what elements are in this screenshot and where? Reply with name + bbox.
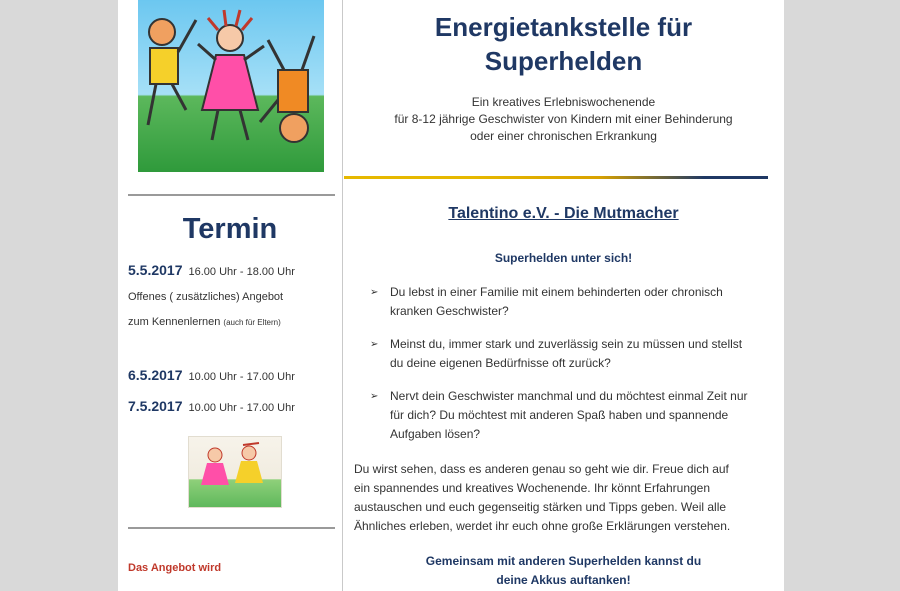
closing-line: deine Akkus auftanken! — [496, 573, 631, 587]
section-heading: Superhelden unter sich! — [494, 251, 633, 265]
arrow-bullet-icon: ➢ — [370, 287, 379, 298]
bullet-line: Meinst du, immer stark und zuverlässig sein zu müssen und stellst — [390, 337, 743, 351]
kids-drawing-image — [188, 436, 282, 508]
subtitle-line: für 8-12 jährige Geschwister von Kindern mit einer Behinderung — [394, 112, 733, 126]
bullet-line: Nervt dein Geschwister manchmal und du möchtest einmal Zeit nur — [390, 389, 748, 403]
subtitle-line: oder einer chronischen Erkrankung — [470, 129, 657, 143]
date-entry — [128, 367, 295, 385]
closing-line: Gemeinsam mit anderen Superhelden kannst du — [425, 554, 702, 568]
paragraph-line: Ähnliches erleben, werdet ihr euch ohne große Erklärungen verstehen. — [354, 519, 731, 533]
subtitle-line: Ein kreatives Erlebniswochenende — [471, 95, 656, 109]
offer-text: Das Angebot wird — [128, 562, 222, 574]
paragraph-line: ein spannendes und kreatives Wochenende. Ihr könnt Erfahrungen — [354, 481, 711, 495]
entry-date: 5.5.2017 — [128, 262, 183, 278]
bullet-line: für dich? Du möchtest mit anderen Spaß haben und spannende — [390, 408, 729, 422]
entry-time: 10.00 Uhr - 17.00 Uhr — [188, 371, 295, 383]
date-entry — [128, 262, 295, 280]
body-paragraph — [354, 460, 774, 536]
entry-date: 7.5.2017 — [128, 398, 183, 414]
bullet-line: kranken Geschwister? — [390, 304, 509, 318]
page-title — [343, 10, 784, 78]
note-line: Offenes ( zusätzliches) Angebot — [128, 291, 284, 303]
page-subtitle — [343, 94, 784, 145]
entry-time: 16.00 Uhr - 18.00 Uhr — [188, 266, 295, 278]
note-line — [128, 316, 281, 328]
note-text: zum Kennenlernen — [128, 316, 221, 328]
paragraph-line: Du wirst sehen, dass es anderen genau so geht wie dir. Freue dich auf — [354, 462, 729, 476]
bullet-line: du deine eigenen Bedürfnisse oft zurück? — [390, 356, 611, 370]
flyer-page — [118, 0, 784, 591]
sidebar-divider — [128, 194, 335, 196]
title-line: Superhelden — [484, 46, 643, 76]
talentino-link[interactable]: Talentino e.V. - Die Mutmacher — [448, 205, 679, 222]
decorative-color-bar — [344, 176, 768, 179]
paragraph-line: austauschen und euch gegenseitig stärken und Tipps geben. Weil alle — [354, 500, 727, 514]
column-divider — [342, 0, 343, 591]
date-entry — [128, 398, 295, 416]
bullet-line: Du lebst in einer Familie mit einem behinderten oder chronisch — [390, 285, 723, 299]
arrow-bullet-icon: ➢ — [370, 339, 379, 350]
note-small-text: (auch für Eltern) — [223, 318, 281, 327]
bullet-line: Aufgaben lösen? — [390, 427, 481, 441]
sidebar-divider — [128, 527, 335, 529]
entry-date: 6.5.2017 — [128, 367, 183, 383]
title-line: Energietankstelle für — [434, 12, 693, 42]
closing-statement — [343, 552, 784, 590]
children-illustration — [138, 0, 324, 172]
entry-time: 10.00 Uhr - 17.00 Uhr — [188, 402, 295, 414]
termin-heading: Termin — [182, 213, 278, 245]
arrow-bullet-icon: ➢ — [370, 391, 379, 402]
